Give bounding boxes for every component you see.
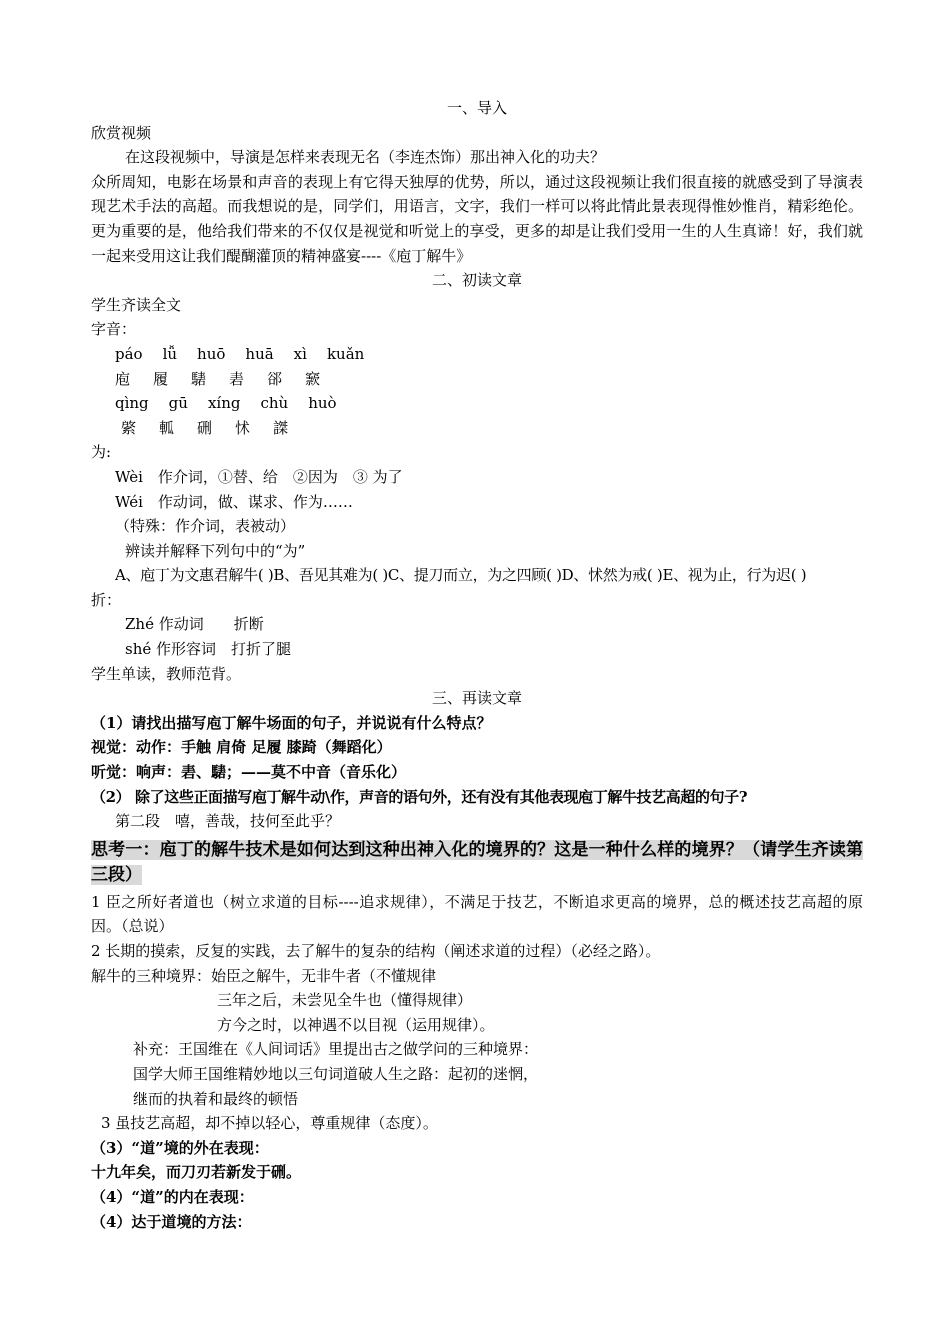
character: 庖	[115, 369, 131, 388]
think-question	[91, 838, 863, 888]
pinyin: qìng	[115, 394, 149, 413]
intro-question: 在这段视频中，导演是怎样来表现无名（李连杰饰）那出神入化的功夫？	[125, 148, 606, 167]
character: 硎	[197, 418, 213, 437]
supplement-3: 继而的执着和最终的顿悟	[133, 1089, 299, 1108]
char-row-1	[91, 367, 863, 392]
realm-1: 解牛的三种境界：始臣之解牛，无非牛者（不懂规律	[91, 966, 437, 985]
question-3: （3）“道”境的外在表现：	[91, 1138, 269, 1157]
character: 怵	[235, 418, 251, 437]
zhe-usage-2: shé 作形容词 打折了腿	[125, 640, 292, 659]
section-2-heading: 二、初读文章	[431, 271, 522, 290]
point-3: 3 虽技艺高超，却不掉以轻心，尊重规律（态度）。	[101, 1114, 438, 1133]
question-1: （1）请找出描写庖丁解牛场面的句子，并说说有什么特点？	[91, 713, 492, 732]
wei-exercise-title: 辨读并解释下列句中的“为”	[125, 541, 306, 560]
pinyin: lǚ	[162, 344, 178, 363]
character: 窾	[305, 369, 321, 388]
wei-usage-2: Wéi 作动词，做、谋求、作为……	[115, 492, 353, 511]
read-all-line: 学生齐读全文	[91, 295, 182, 314]
character: 騞	[191, 369, 207, 388]
point-1: 1 臣之所好者道也（树立求道的目标----追求规律），不满足于技艺，不断追求更高的境界，总的概述技艺高超的原因。（总说）	[91, 892, 863, 936]
solo-read-line: 学生单读，教师范背。	[91, 664, 242, 683]
character: 軱	[159, 418, 175, 437]
point-2: 2 长期的摸索，反复的实践，去了解牛的复杂的结构（阐述求道的过程）（必经之路）。	[91, 942, 661, 960]
section-3-heading: 三、再读文章	[431, 689, 522, 708]
wei-exercise: A、庖丁为文惠君解牛( )B、吾见其难为( )C、提刀而立，为之四顾( )D、怵然为戒( )E、视为止，行为迟( )	[115, 566, 807, 585]
think-highlight: 思考一：庖丁的解牛技术是如何达到这种出神入化的境界的？这是一种什么样的境界？（请学生齐读第三段）	[91, 839, 863, 885]
pinyin: xíng	[207, 394, 241, 413]
pinyin-row-1	[91, 342, 863, 367]
question-2: （2） 除了这些正面描写庖丁解牛动\作，声音的语句外，还有没有其他表现庖丁解牛技艺高超的句子?	[91, 787, 748, 806]
intro-paragraph: 众所周知，电影在场景和声音的表现上有它得天独厚的优势，所以，通过这段视频让我们很直接的就感受到了导演表现艺术手法的高超。而我想说的是，同学们，用语言，文字，我们一样可以将此情此景表现得惟妙惟肖，精彩绝伦。更为重要的是，他给我们带来的不仅仅是视觉和听觉上的享受，更多的却是让我们受用一生的人生真谛！好，我们就一起来受用这让我们醍醐灌顶的精神盛宴----《庖丁解牛》	[91, 172, 863, 265]
character: 謋	[273, 418, 289, 437]
audio-line: 听觉：响声：砉、騞；——莫不中音（音乐化）	[91, 763, 407, 782]
char-row-2	[91, 416, 863, 441]
pinyin: xì	[293, 344, 307, 363]
question-5: （4）达于道境的方法：	[91, 1212, 252, 1231]
character: 綮	[121, 418, 137, 437]
pinyin: kuǎn	[326, 344, 365, 363]
document-page	[91, 96, 863, 1234]
supplement-1: 补充：王国维在《人间词话》里提出古之做学问的三种境界：	[133, 1040, 539, 1059]
zhe-label: 折：	[91, 590, 122, 609]
pinyin: huō	[197, 344, 226, 363]
pronunciation-label: 字音：	[91, 320, 137, 339]
pinyin: chù	[260, 394, 289, 413]
answer-3: 十九年矣，而刀刃若新发于硎。	[91, 1163, 302, 1182]
wei-label: 为:	[91, 443, 112, 462]
pinyin-row-2	[91, 391, 863, 416]
pinyin: huā	[245, 344, 274, 363]
character: 砉	[229, 369, 245, 388]
pinyin: huò	[308, 394, 337, 413]
pinyin: gū	[168, 394, 188, 413]
question-4: （4）“道”的内在表现：	[91, 1187, 254, 1206]
character: 履	[153, 369, 169, 388]
wei-usage-1: Wèi 作介词，①替、给 ②因为 ③ 为了	[115, 467, 403, 486]
visual-line: 视觉：动作：手触 肩倚 足履 膝踦（舞蹈化）	[91, 738, 392, 757]
supplement-2: 国学大师王国维精妙地以三句词道破人生之路：起初的迷惘，	[133, 1064, 539, 1083]
zhe-usage-1: Zhé 作动词 折断	[125, 615, 264, 634]
wei-special: （特殊：作介词，表被动）	[115, 517, 296, 536]
realm-2: 三年之后，未尝见全牛也（懂得规律）	[217, 991, 473, 1010]
realm-3: 方今之时，以神遇不以目视（运用规律）。	[217, 1015, 495, 1034]
section-1-heading: 一、导入	[446, 99, 507, 117]
pinyin: páo	[115, 344, 143, 363]
video-label: 欣赏视频	[91, 123, 152, 142]
character: 郤	[267, 369, 283, 388]
paragraph-2-line: 第二段 嘻，善哉，技何至此乎？	[115, 812, 341, 831]
